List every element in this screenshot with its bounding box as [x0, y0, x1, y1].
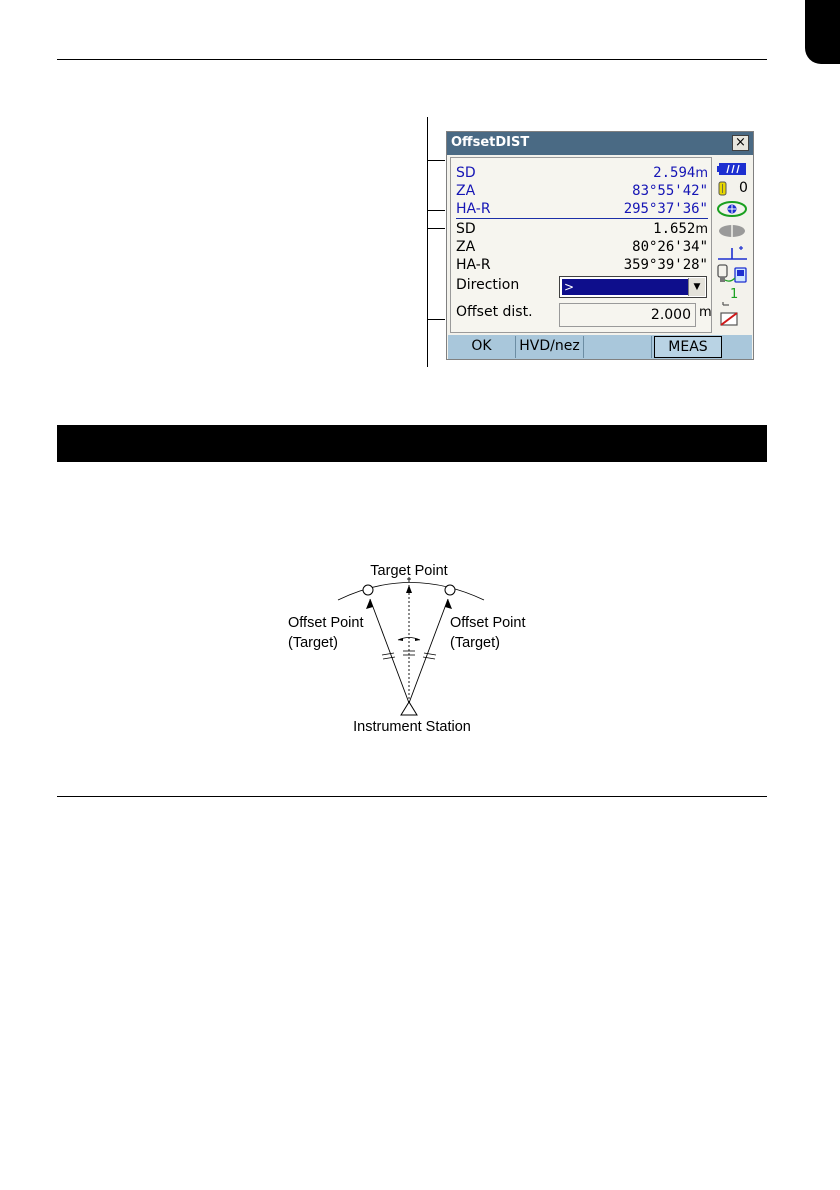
empty-softkey[interactable] [584, 336, 652, 358]
offset-dist-input[interactable]: 2.000 [559, 303, 696, 327]
row-label: HA-R [456, 257, 491, 273]
row-unit: m [695, 166, 708, 181]
offset-left-label-2: (Target) [288, 635, 338, 651]
bracket-tick-mid2 [427, 228, 445, 229]
row-value: 359°39'28" [623, 257, 708, 273]
signal-level: 1 [730, 287, 739, 302]
footer-rule [57, 796, 767, 797]
row-value: 1.652 [653, 221, 696, 237]
row-value: 80°26'34" [632, 239, 708, 255]
prism-icon [717, 180, 729, 198]
close-button[interactable]: × [732, 135, 749, 151]
direction-select[interactable] [559, 276, 707, 298]
row-za-2 [456, 239, 708, 258]
instrument-station-marker [401, 702, 417, 715]
offsetdist-window [446, 131, 754, 360]
arrowhead [406, 585, 412, 593]
offset-point-left-marker [363, 585, 373, 595]
row-unit: m [695, 222, 708, 237]
equal-mark [382, 653, 394, 655]
row-sd-2 [456, 221, 708, 240]
row-value: 83°55'42" [632, 183, 708, 199]
offset-diagram [270, 555, 560, 740]
row-label: HA-R [456, 201, 491, 217]
page-edge-tab [805, 0, 840, 64]
equal-mark [424, 653, 436, 655]
offset-dist-unit: m [699, 305, 712, 320]
eraser-icon[interactable] [715, 309, 751, 329]
bracket-tick-bottom [427, 319, 445, 320]
status-icon-bar [715, 157, 751, 333]
prism-constant-value: 0 [739, 180, 748, 196]
offset-dist-label: Offset dist. [456, 304, 533, 320]
tilt-icon[interactable] [715, 243, 751, 263]
row-label: ZA [456, 239, 476, 255]
chevron-down-icon[interactable]: ▼ [688, 278, 705, 296]
signal-icon[interactable] [715, 287, 751, 307]
battery-icon[interactable] [715, 159, 751, 179]
softkey-bar [448, 335, 752, 359]
window-title: OffsetDIST [451, 135, 530, 150]
instrument-station-label: Instrument Station [353, 719, 471, 735]
prism-constant-icon[interactable] [715, 179, 751, 199]
row-value: 2.594 [653, 165, 696, 181]
row-label: SD [456, 165, 476, 181]
meas-softkey[interactable]: MEAS [654, 336, 722, 358]
measurement-panel [450, 157, 712, 333]
offset-point-right-marker [445, 585, 455, 595]
target-icon[interactable] [715, 199, 751, 219]
title-bar [447, 132, 753, 155]
bracket-tick-top [427, 160, 445, 161]
equal-mark [423, 657, 435, 659]
bracket-tick-mid1 [427, 210, 445, 211]
offset-right-label-2: (Target) [450, 635, 500, 651]
hvd-nez-softkey[interactable]: HVD/nez [516, 336, 584, 358]
row-za-1 [456, 183, 708, 202]
row-value: 295°37'36" [623, 201, 708, 217]
direction-value: > [562, 279, 688, 295]
row-label: ZA [456, 183, 476, 199]
row-sd-1 [456, 165, 708, 184]
direction-label: Direction [456, 277, 520, 293]
offset-left-label-1: Offset Point [288, 615, 364, 631]
ok-softkey[interactable]: OK [448, 336, 516, 358]
row-har-2 [456, 257, 708, 276]
offset-right-label-1: Offset Point [450, 615, 526, 631]
bluetooth-icon[interactable] [715, 263, 751, 283]
row-label: SD [456, 221, 476, 237]
section-header-bar [57, 425, 767, 462]
laser-icon[interactable] [715, 221, 751, 241]
divider [456, 218, 708, 219]
header-rule [57, 59, 767, 60]
bracket-line [427, 117, 428, 367]
empty-softkey[interactable] [723, 336, 752, 358]
equal-mark [383, 657, 395, 659]
target-point-label: Target Point [370, 563, 448, 579]
